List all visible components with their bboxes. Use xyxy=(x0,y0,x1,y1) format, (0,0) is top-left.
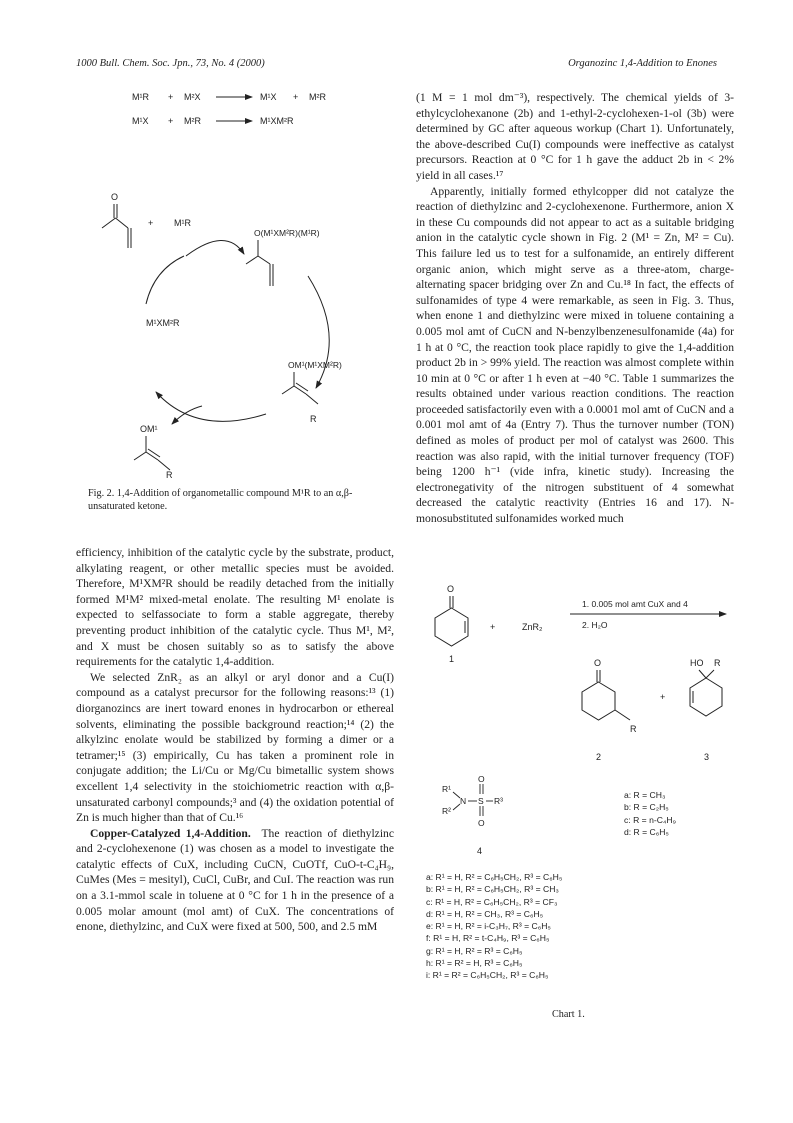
c4-o-bottom: O xyxy=(478,818,485,828)
enone-oxygen: O xyxy=(111,192,119,202)
chart1-condition-2: 2. H₂O xyxy=(582,620,608,630)
chart-1-label: Chart 1. xyxy=(552,1009,585,1020)
chart1-plus-2: + xyxy=(660,692,666,702)
sulfonamide-item-g: g: R¹ = H, R² = R³ = C₆H₅ xyxy=(426,945,523,956)
eq2-plus: + xyxy=(168,116,174,126)
section-paragraph xyxy=(76,826,394,935)
eq2-product: M¹XM²R xyxy=(260,116,294,126)
eq2-m1x: M¹X xyxy=(132,116,149,126)
right-paragraph-1: (1 M = 1 mol dm⁻³), respectively. The chemical yields of 3-ethylcyclohexanone (2b) and 1-ethyl-2-cyclohexen-1-ol (3b) were determined by GC after aqueous workup (Chart 1). Unfortunately, the above-described Cu(I) compounds were ineffective as catalyst precursors. Reaction at 0 °C for 1 h gave the adduct 2b in < 2% yield in all cases.¹⁷ xyxy=(416,91,734,182)
r-item-b: b: R = C₂H₅ xyxy=(624,802,669,813)
c4-r1: R¹ xyxy=(442,784,451,794)
complex-top-label: O(M¹XM²R)(M¹R) xyxy=(254,228,320,238)
left-paragraph-2: We selected ZnR₂ as an alkyl or aryl donor and a Cu(I) compound as a catalyst precursor for the following reasons:¹³ (1) diorganozincs are inert toward enones in hydrocarbon or ethereal solvents, eliminating the possible background reaction;¹⁴ (2) the alkylzinc enolate would be stabilized by forming a dimer or a tetramer;¹⁵ (3) empirically, Cu has taken a prominent role in conjugate addition; the Li/Cu or Mg/Cu bimetallic system shows excellent 1,4 selectivity in the stoichiometric reaction with α,β-unsaturated carbonyl compounds;³ and (4) the oxidation potential of Zn is much higher than that of Cu.¹⁶ xyxy=(76,670,394,825)
left-column xyxy=(76,545,394,935)
eq1-m1x: M¹X xyxy=(260,92,277,102)
figure-2-caption xyxy=(88,487,388,513)
running-header-left: 1000 Bull. Chem. Soc. Jpn., 73, No. 4 (2000) xyxy=(76,58,265,69)
c4-s: S xyxy=(478,796,484,806)
sulfonamide-item-h: h: R¹ = R² = H, R³ = C₆H₅ xyxy=(426,958,523,969)
sulfonamide-item-f: f: R¹ = H, R² = t-C₄H₉, R³ = C₆H₅ xyxy=(426,933,550,944)
c4-n: N xyxy=(460,796,467,806)
c3-ho: HO xyxy=(690,658,704,668)
c4-r3: R³ xyxy=(494,796,503,806)
chart1-reagent: ZnR₂ xyxy=(522,622,543,632)
right-paragraph-2: Apparently, initially formed ethylcopper did not catalyze the reaction of diethylzinc and 2-cyclohexenone. Furthermore, anion X in these Cu compounds did not appear to act as a suitable bridging anion in the catalytic cycle shown in Fig. 2 (M¹ = Zn, M² = Cu). This failure led us to test for a sulfonamide, an entirely different organic anion, which might serve as a three-atom, charge-alternating spacer bridging over Zn and Cu.¹⁸ In fact, the effects of sulfonamides of type 4 were remarkable, as seen in Fig. 3. Thus, when enone 1 and diethylzinc were mixed in toluene containing a 0.005 mol amt of CuCN and N-benzylbenzenesulfonamide (4a) for 1 h at 0 °C, the reaction took place rapidly to give the 1,4-addition product 2b in > 99% yield. The reaction was almost complete within 10 min at 0 °C or after 1 h even at −40 °C. Table 1 summarizes the results obtained under various reaction conditions. The reaction proceeded satisfactorily even with a 0.0001 mol amt of CuCN and a 0.001 mol amt of 4a (Entry 7). Thus the turnover number (TON) defined as moles of product per mol of catalyst was 2600. This reaction was also rapid, with the initial turnover frequency (TOF) being 1200 h⁻¹ (vide infra, kinetic study). Increasing the electronegativity of the nitrogen substituent of 4 somewhat decreased the catalytic reactivity (Entries 16 and 17). N-monosubstituted sulfonamides worked much xyxy=(416,184,734,526)
cycle-m1xm2r: M¹XM²R xyxy=(146,318,180,328)
eq1-plus2: + xyxy=(293,92,299,102)
sulfonamide-item-d: d: R¹ = H, R² = CH₃, R³ = C₆H₅ xyxy=(426,908,544,919)
cycle-arc-bottom xyxy=(156,392,266,421)
c4-r2: R² xyxy=(442,806,451,816)
cyclohexenol-3 xyxy=(690,670,722,716)
product-om1: OM¹ xyxy=(140,424,158,434)
eq2-m2r: M²R xyxy=(184,116,201,126)
c4-o-top: O xyxy=(478,774,485,784)
r-item-c: c: R = n-C₄H₉ xyxy=(624,814,677,825)
compound-2-label: 2 xyxy=(596,752,602,762)
sulfonamide-item-e: e: R¹ = H, R² = i-C₃H₇, R³ = C₆H₅ xyxy=(426,921,551,932)
complex-right-label: OM¹(M¹XM²R) xyxy=(288,360,342,370)
c1-oxygen: O xyxy=(447,584,455,594)
cyclohexanone-2 xyxy=(582,670,630,720)
section-heading: Copper-Catalyzed 1,4-Addition. xyxy=(90,826,251,840)
cycle-arc-right xyxy=(308,276,329,388)
complex-right-structure xyxy=(282,372,318,404)
r-item-d: d: R = C₆H₅ xyxy=(624,826,669,837)
cycle-arc-left xyxy=(146,256,184,304)
cyclohexenone-1 xyxy=(435,596,468,646)
eq1-m2r: M²R xyxy=(309,92,326,102)
product-structure xyxy=(134,436,170,470)
figure-2-label: Fig. 2. xyxy=(88,488,115,499)
c3-r: R xyxy=(714,658,721,668)
chart1-condition-1: 1. 0.005 mol amt CuX and 4 xyxy=(582,599,688,609)
r-item-a: a: R = CH₃ xyxy=(624,790,666,800)
figure-2-scheme xyxy=(76,76,396,496)
product-r: R xyxy=(166,470,173,480)
right-column xyxy=(416,90,734,527)
compound-1-label: 1 xyxy=(449,654,455,664)
sulfonamide-item-b: b: R¹ = H, R² = C₆H₅CH₂, R³ = CH₃ xyxy=(426,884,559,895)
complex-right-r: R xyxy=(310,414,317,424)
compound-3-label: 3 xyxy=(704,752,710,762)
eq1-m2x: M²X xyxy=(184,92,201,102)
left-paragraph-1: efficiency, inhibition of the catalytic cycle by the substrate, product, alkylating reagent, or other metallic species must be avoided. Therefore, M¹XM²R should be readily detached from the initially formed M¹M² mixed-metal enolate. The resulting M¹ enolate is expected to selfassociate to form a stable aggregate, thereby preventing product inhibition of the catalytic cycle. Thus M¹, M², and X must be chosen suitably so as to satisfy the above requirements for the catalytic 1,4-addition. xyxy=(76,546,394,669)
cycle-m1r: M¹R xyxy=(174,218,191,228)
eq1-m1r: M¹R xyxy=(132,92,149,102)
sulfonamide-item-c: c: R¹ = H, R² = C₆H₅CH₂, R³ = CF₃ xyxy=(426,896,558,907)
compound-4-label: 4 xyxy=(477,846,483,856)
cycle-plus-1: + xyxy=(148,218,154,228)
chart1-plus-1: + xyxy=(490,622,496,632)
c2-r: R xyxy=(630,724,637,734)
sulfonamide-bonds xyxy=(453,784,493,816)
complex-top-structure xyxy=(246,240,273,286)
figure-2-text: 1,4-Addition of organometallic compound M¹R to an α,β-unsaturated ketone. xyxy=(88,488,353,512)
c2-oxygen-visible: O xyxy=(594,658,602,668)
sulfonamide-item-i: i: R¹ = R² = C₆H₅CH₂, R³ = C₆H₅ xyxy=(426,970,549,981)
sulfonamide-item-a: a: R¹ = H, R² = C₆H₅CH₂, R³ = C₆H₅ xyxy=(426,872,563,882)
eq1-plus1: + xyxy=(168,92,174,102)
sulfonamide-substituent-list xyxy=(426,871,562,982)
enone-structure xyxy=(102,204,131,248)
section-text: The reaction of diethylzinc and 2-cyclohexenone (1) was chosen as a model to investigate the catalytic effects of CuX, including CuCN, CuOTf, CuO-t-C₄H₉, CuMes (Mes = mesityl), CuCl, CuBr, and CuI. The reaction was run on a 3.1-mmol scale in toluene at 0 °C for 1 h in the presence of a 0.005 molar amount (mol amt) of CuX. The concentrations of enone, diethylzinc, and CuX were fixed at 500, 500, and 2.5 mM xyxy=(76,826,394,934)
running-header-right: Organozinc 1,4-Addition to Enones xyxy=(568,58,717,69)
r-substituent-list xyxy=(624,789,676,838)
cycle-arc-top xyxy=(186,240,244,256)
